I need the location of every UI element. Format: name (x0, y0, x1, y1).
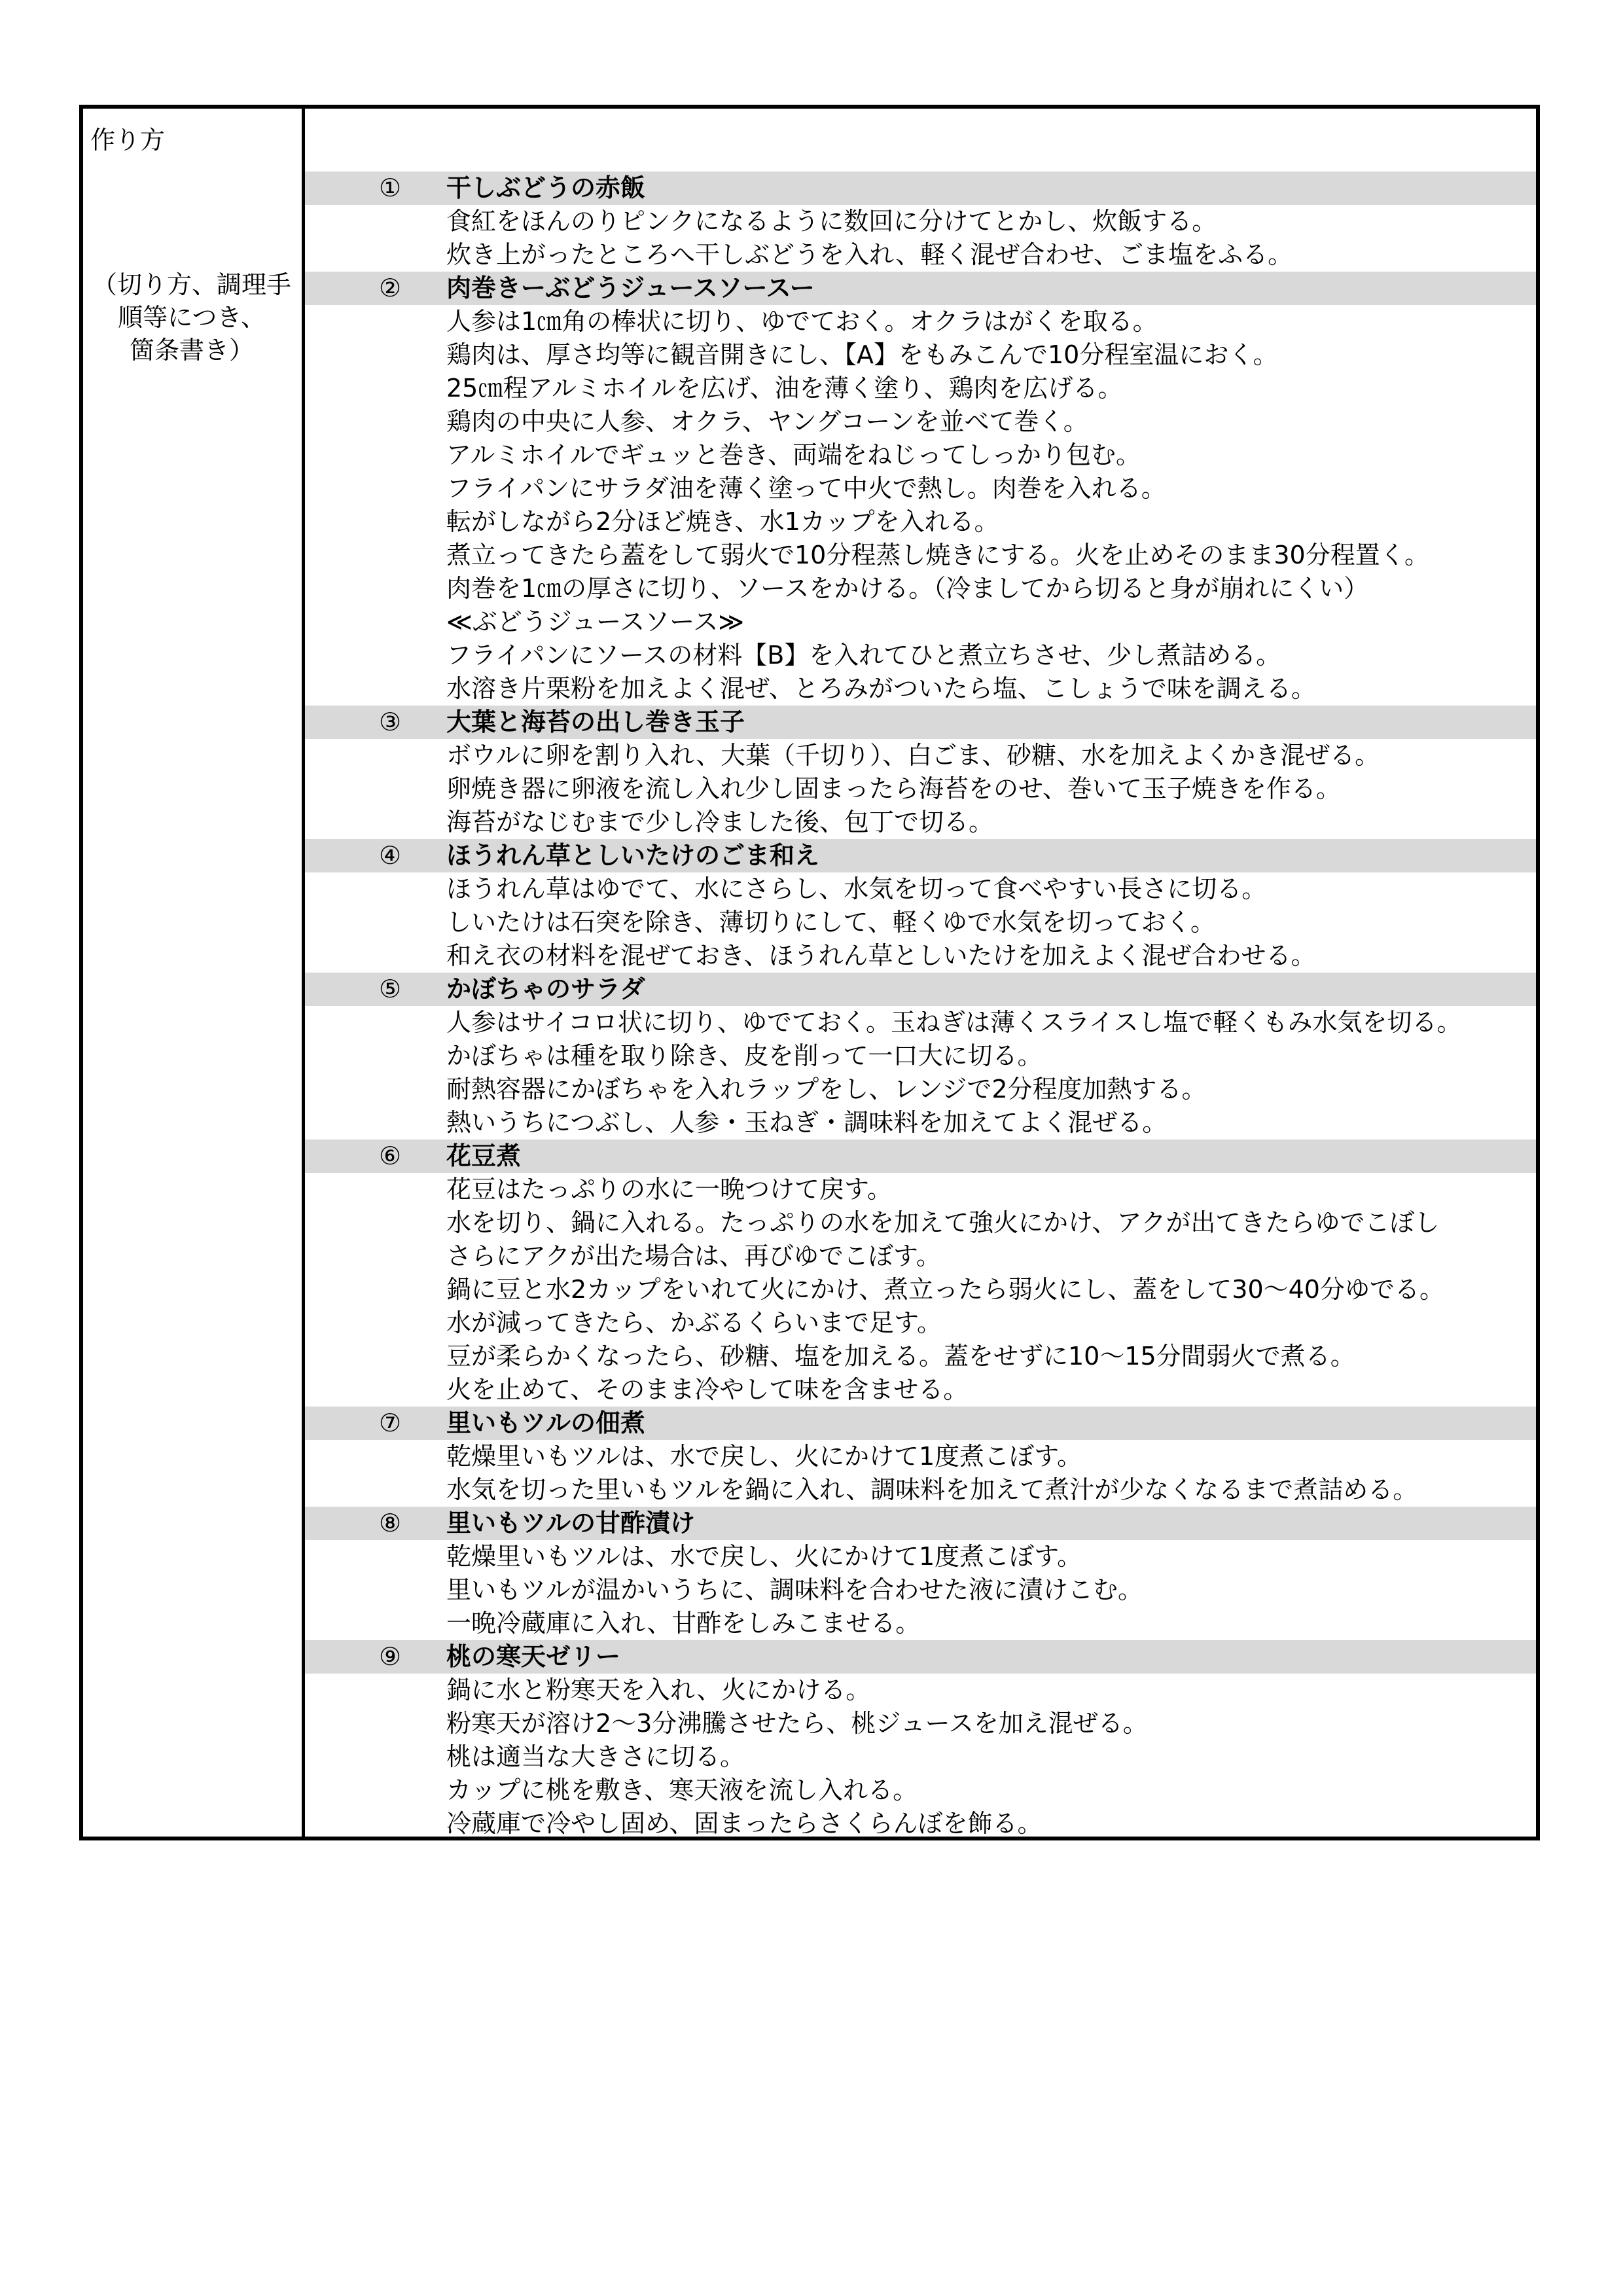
instruction-line (305, 1707, 1536, 1740)
instruction-text: 桃は適当な大きさに切る。 (446, 1742, 745, 1771)
section-title: 里いもツルの甘酢漬け (446, 1509, 696, 1537)
instruction-line (305, 872, 1536, 906)
section-header (305, 1139, 1536, 1173)
instruction-text: 鍋に豆と水2カップをいれて火にかけ、煮立ったら弱火にし、蓋をして30～40分ゆでる。 (446, 1275, 1444, 1304)
instruction-line (305, 605, 1536, 639)
instruction-text: フライパンにソースの材料【B】を入れてひと煮立ちさせ、少し煮詰める。 (446, 641, 1281, 670)
instruction-line (305, 1807, 1536, 1840)
instruction-text: 食紅をほんのりピンクになるように数回に分けてとかし、炊飯する。 (446, 207, 1217, 236)
instruction-text: 乾燥里いもツルは、水で戻し、火にかけて1度煮こぼす。 (446, 1442, 1082, 1471)
instruction-text: 粉寒天が溶け2～3分沸騰させたら、桃ジュースを加え混ぜる。 (446, 1709, 1148, 1738)
method-heading: 作り方 (90, 126, 166, 154)
instruction-line (305, 639, 1536, 672)
instruction-text: 水気を切った里いもツルを鍋に入れ、調味料を加えて煮汁が少なくなるまで煮詰める。 (446, 1475, 1418, 1504)
instruction-line (305, 372, 1536, 405)
steps-list (305, 171, 1536, 1840)
instruction-text: 鶏肉は、厚さ均等に観音開きにし、【A】をもみこんで10分程室温におく。 (446, 340, 1278, 369)
instruction-line (305, 939, 1536, 973)
section-header (305, 839, 1536, 872)
instruction-line (305, 1440, 1536, 1473)
instruction-text: 人参は1㎝角の棒状に切り、ゆでておく。オクラはがくを取る。 (446, 307, 1158, 336)
instruction-line (305, 1206, 1536, 1240)
instruction-text: 豆が柔らかくなったら、砂糖、塩を加える。蓋をせずに10～15分間弱火で煮る。 (446, 1342, 1355, 1371)
section-number: ⑦ (378, 1408, 402, 1437)
section-number: ④ (378, 841, 402, 870)
instruction-text: 人参はサイコロ状に切り、ゆでておく。玉ねぎは薄くスライスし塩で軽くもみ水気を切る。 (446, 1008, 1462, 1037)
section-header (305, 1640, 1536, 1674)
instruction-line (305, 439, 1536, 472)
section-number: ③ (378, 708, 402, 736)
section-header (305, 706, 1536, 739)
section-number: ⑨ (378, 1642, 402, 1671)
instruction-text: 一晩冷蔵庫に入れ、甘酢をしみこませる。 (446, 1609, 921, 1638)
instruction-text: しいたけは石突を除き、薄切りにして、軽くゆで水気を切っておく。 (446, 908, 1215, 937)
instruction-line (305, 238, 1536, 272)
instruction-text: 鶏肉の中央に人参、オクラ、ヤングコーンを並べて巻く。 (446, 407, 1088, 436)
section-title: 干しぶどうの赤飯 (446, 173, 646, 202)
instruction-line (305, 906, 1536, 939)
instruction-line (305, 1573, 1536, 1607)
instruction-line (305, 505, 1536, 539)
instruction-line (305, 1373, 1536, 1407)
instruction-text: 和え衣の材料を混ぜておき、ほうれん草としいたけを加えよく混ぜ合わせる。 (446, 941, 1316, 970)
method-note-line: 箇条書き） (129, 336, 254, 365)
instruction-line (305, 205, 1536, 238)
instruction-line (305, 338, 1536, 372)
section-number: ⑤ (378, 975, 402, 1003)
section-number: ⑥ (378, 1141, 402, 1170)
instruction-text: 耐熱容器にかぼちゃを入れラップをし、レンジで2分程度加熱する。 (446, 1075, 1207, 1103)
instruction-text: 鍋に水と粉寒天を入れ、火にかける。 (446, 1676, 871, 1704)
instruction-line (305, 1006, 1536, 1039)
method-note-line: （切り方、調理手 (92, 270, 291, 299)
instruction-line (305, 1774, 1536, 1807)
instruction-text: ほうれん草はゆでて、水にさらし、水気を切って食べやすい長さに切る。 (446, 874, 1267, 903)
instruction-text: ボウルに卵を割り入れ、大葉（千切り）、白ごま、砂糖、水を加えよくかき混ぜる。 (446, 741, 1380, 770)
section-title: 里いもツルの佃煮 (446, 1408, 646, 1437)
method-note-line: 順等につき、 (118, 303, 266, 332)
instruction-text: 水を切り、鍋に入れる。たっぷりの水を加えて強火にかけ、アクが出てきたらゆでこぼし (446, 1208, 1440, 1237)
instruction-line (305, 672, 1536, 706)
instruction-text: 熱いうちにつぶし、人参・玉ねぎ・調味料を加えてよく混ぜる。 (446, 1108, 1168, 1137)
section-header (305, 1407, 1536, 1440)
section-header (305, 973, 1536, 1006)
instruction-text: 乾燥里いもツルは、水で戻し、火にかけて1度煮こぼす。 (446, 1542, 1082, 1571)
section-number: ① (378, 173, 402, 202)
instruction-line (305, 1273, 1536, 1306)
instruction-text: 25㎝程アルミホイルを広げ、油を薄く塗り、鶏肉を広げる。 (446, 374, 1123, 403)
instruction-text: 転がしながら2分ほど焼き、水1カップを入れる。 (446, 507, 999, 536)
instruction-line (305, 1039, 1536, 1073)
instruction-line (305, 1674, 1536, 1707)
section-title: ほうれん草としいたけのごま和え (446, 841, 820, 870)
instruction-line (305, 1106, 1536, 1139)
instruction-line (305, 1740, 1536, 1774)
instruction-line (305, 772, 1536, 806)
instruction-text: 花豆はたっぷりの水に一晩つけて戻す。 (446, 1175, 892, 1204)
instruction-text: ≪ぶどうジュースソース≫ (446, 607, 745, 636)
instruction-text: かぼちゃは種を取り除き、皮を削って一口大に切る。 (446, 1041, 1043, 1070)
instruction-line (305, 472, 1536, 505)
instruction-text: 里いもツルが温かいうちに、調味料を合わせた液に漬けこむ。 (446, 1575, 1143, 1604)
section-number: ⑧ (378, 1509, 402, 1537)
instruction-line (305, 539, 1536, 572)
instruction-line (305, 405, 1536, 439)
section-title: かぼちゃのサラダ (446, 975, 645, 1003)
instruction-text: 海苔がなじむまで少し冷ました後、包丁で切る。 (446, 808, 994, 836)
section-title: 大葉と海苔の出し巻き玉子 (446, 708, 745, 736)
method-note (84, 268, 300, 367)
instruction-line (305, 1340, 1536, 1373)
section-title: 花豆煮 (446, 1141, 522, 1170)
section-header (305, 272, 1536, 305)
instruction-text: 肉巻を1㎝の厚さに切り、ソースをかける。（冷ましてから切ると身が崩れにくい） (446, 574, 1369, 603)
instruction-text: 炊き上がったところへ干しぶどうを入れ、軽く混ぜ合わせ、ごま塩をふる。 (446, 240, 1293, 269)
instruction-text: 煮立ってきたら蓋をして弱火で10分程蒸し焼きにする。火を止めそのまま30分程置く。 (446, 541, 1429, 569)
instruction-line (305, 1540, 1536, 1573)
instruction-text: 冷蔵庫で冷やし固め、固まったらさくらんぼを飾る。 (446, 1809, 1043, 1838)
instruction-line (305, 1240, 1536, 1273)
instruction-text: アルミホイルでギュッと巻き、両端をねじってしっかり包む。 (446, 440, 1141, 469)
instruction-text: 水が減ってきたら、かぶるくらいまで足す。 (446, 1308, 942, 1337)
instruction-line (305, 1607, 1536, 1640)
instruction-line (305, 1073, 1536, 1106)
instruction-line (305, 1306, 1536, 1340)
instruction-text: さらにアクが出た場合は、再びゆでこぼす。 (446, 1242, 941, 1270)
instruction-line (305, 1473, 1536, 1507)
instruction-text: 火を止めて、そのまま冷やして味を含ませる。 (446, 1375, 969, 1404)
section-title: 肉巻きーぶどうジュースソースー (446, 274, 815, 302)
instruction-text: 卵焼き器に卵液を流し入れ少し固まったら海苔をのせ、巻いて玉子焼きを作る。 (446, 774, 1341, 803)
instruction-line (305, 572, 1536, 605)
instruction-line (305, 739, 1536, 772)
instruction-text: カップに桃を敷き、寒天液を流し入れる。 (446, 1776, 918, 1804)
section-header (305, 171, 1536, 205)
section-number: ② (378, 274, 402, 302)
instruction-text: フライパンにサラダ油を薄く塗って中火で熱し。肉巻を入れる。 (446, 474, 1166, 503)
instruction-line (305, 806, 1536, 839)
instruction-line (305, 305, 1536, 338)
section-header (305, 1507, 1536, 1540)
instruction-text: 水溶き片栗粉を加えよく混ぜ、とろみがついたら塩、こしょうで味を調える。 (446, 674, 1316, 703)
section-title: 桃の寒天ゼリー (446, 1642, 621, 1671)
instruction-line (305, 1173, 1536, 1206)
